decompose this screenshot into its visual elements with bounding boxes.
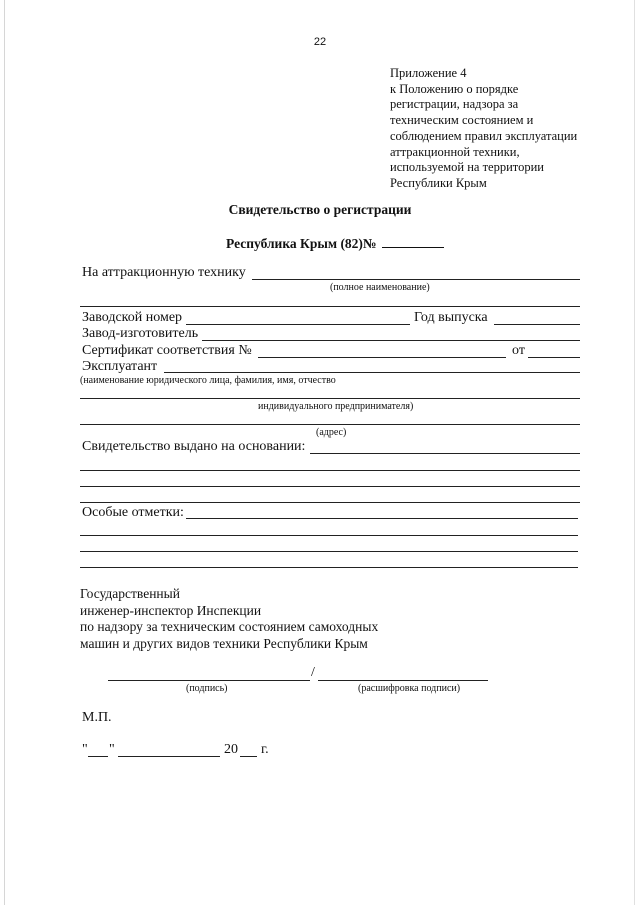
serial-number-field[interactable] <box>186 324 410 325</box>
signature-field[interactable] <box>108 680 310 681</box>
certificate-label: Сертификат соответствия № <box>82 343 252 358</box>
operator-caption-2: индивидуального предпринимателя) <box>258 401 414 412</box>
operator-field[interactable] <box>164 372 580 373</box>
date-day-field[interactable] <box>88 756 108 757</box>
registration-label: Республика Крым (82)№ <box>226 236 377 251</box>
date-year-field[interactable] <box>240 756 257 757</box>
operator-label: Эксплуатант <box>82 359 158 374</box>
inspector-line: машин и других видов техники Республики Крым <box>80 635 368 651</box>
manufacturer-label: Завод-изготовитель <box>82 326 199 341</box>
notes-field[interactable] <box>186 518 578 519</box>
notes-label: Особые отметки: <box>82 505 184 520</box>
scan-edge-right <box>634 0 635 905</box>
annex-note <box>390 66 620 192</box>
basis-label: Свидетельство выдано на основании: <box>82 439 306 454</box>
annex-line: соблюдением правил эксплуатации <box>390 128 578 143</box>
annex-line: Приложение 4 <box>390 66 467 80</box>
equipment-field[interactable] <box>252 279 580 280</box>
date-quote-open: " <box>82 742 88 757</box>
registration-number-field[interactable] <box>382 235 444 248</box>
equipment-caption: (полное наименование) <box>330 282 430 293</box>
document-title: Свидетельство о регистрации <box>228 202 412 217</box>
inspector-line: инженер-инспектор Инспекции <box>80 602 262 618</box>
equipment-label: На аттракционную технику <box>82 265 246 280</box>
signature-caption: (подпись) <box>186 683 228 694</box>
basis-field[interactable] <box>310 453 580 454</box>
notes-field-line-4[interactable] <box>80 567 578 568</box>
date-year-suffix: г. <box>261 742 269 757</box>
certificate-date-field[interactable] <box>528 357 580 358</box>
annex-line: к Положению о порядке <box>390 81 519 96</box>
notes-field-line-3[interactable] <box>80 551 578 552</box>
date-quote-close: " <box>109 742 115 757</box>
equipment-field-continued[interactable] <box>80 306 580 307</box>
manufacturer-field[interactable] <box>202 340 580 341</box>
address-field[interactable] <box>80 424 580 425</box>
page-number: 22 <box>313 36 327 48</box>
annex-line: используемой на территории <box>390 160 544 175</box>
certificate-from-label: от <box>512 343 525 358</box>
certificate-number-field[interactable] <box>258 357 506 358</box>
serial-number-label: Заводской номер <box>82 310 183 325</box>
basis-field-line-4[interactable] <box>80 502 580 503</box>
annex-line: Республики Крым <box>390 175 487 190</box>
signature-decode-caption: (расшифровка подписи) <box>358 683 461 694</box>
signature-decode-field[interactable] <box>318 680 488 681</box>
basis-field-line-3[interactable] <box>80 486 580 487</box>
signature-separator: / <box>311 665 315 680</box>
date-month-field[interactable] <box>118 756 220 757</box>
stamp-label: М.П. <box>82 710 112 725</box>
inspector-line: Государственный <box>80 586 180 601</box>
address-caption: (адрес) <box>316 427 347 438</box>
scan-edge-left <box>4 0 5 905</box>
annex-line: регистрации, надзора за <box>390 97 519 112</box>
registration-number-line <box>226 235 444 252</box>
date-year-prefix: 20 <box>224 742 238 757</box>
operator-field-continued[interactable] <box>80 398 580 399</box>
inspector-title <box>80 586 378 652</box>
basis-field-line-2[interactable] <box>80 470 580 471</box>
annex-line: техническим состоянием и <box>390 113 534 128</box>
annex-line: аттракционной техники, <box>390 144 520 159</box>
year-field[interactable] <box>494 324 580 325</box>
notes-field-line-2[interactable] <box>80 535 578 536</box>
year-label: Год выпуска <box>414 310 488 325</box>
operator-caption-1: (наименование юридического лица, фамилия, имя, отчество <box>80 375 336 386</box>
inspector-line: по надзору за техническим состоянием самоходных <box>80 619 379 634</box>
